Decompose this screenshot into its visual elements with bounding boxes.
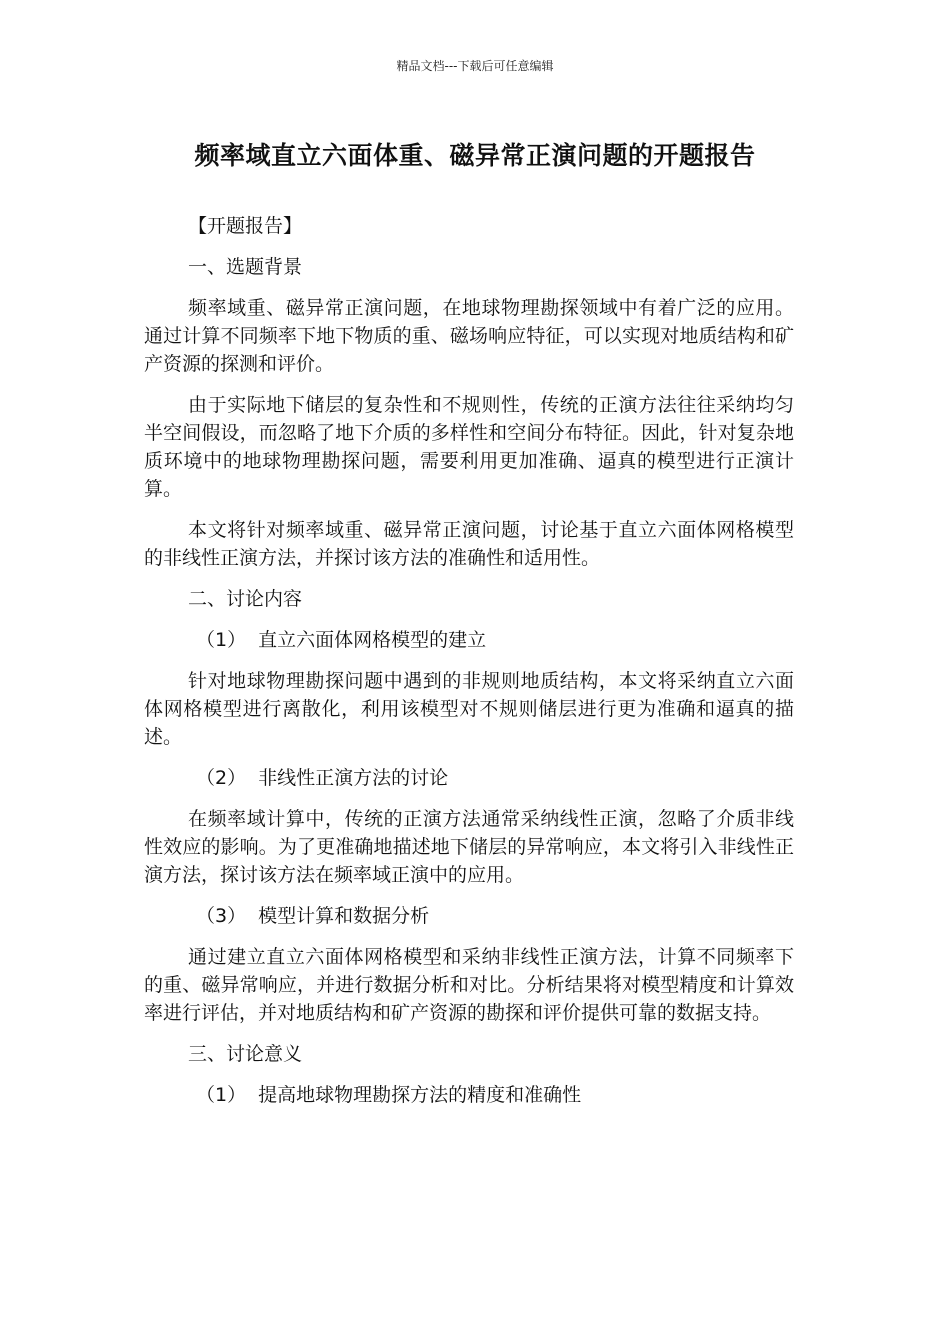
document-body <box>144 212 794 1122</box>
section-heading-content: 二、讨论内容 <box>188 588 303 610</box>
header-note: 精品文档---下载后可任意编辑 <box>396 59 554 73</box>
subsection-title: 模型计算和数据分析 <box>258 905 430 927</box>
subsection-title: 直立六面体网格模型的建立 <box>258 629 487 651</box>
paragraph: 频率域重、磁异常正演问题，在地球物理勘探领域中有着广泛的应用。通过计算不同频率下地下物质的重、磁场响应特征，可以实现对地质结构和矿产资源的探测和评价。 <box>144 297 794 375</box>
subsection-title: 提高地球物理勘探方法的精度和准确性 <box>258 1084 582 1106</box>
subsection-number: （1） <box>196 629 247 651</box>
paragraph: 针对地球物理勘探问题中遇到的非规则地质结构，本文将采纳直立六面体网格模型进行离散化，利用该模型对不规则储层进行更为准确和逼真的描述。 <box>144 670 794 748</box>
paragraph: 通过建立直立六面体网格模型和采纳非线性正演方法，计算不同频率下的重、磁异常响应，并进行数据分析和对比。分析结果将对模型精度和计算效率进行评估，并对地质结构和矿产资源的勘探和评价提供可靠的数据支持。 <box>144 946 794 1024</box>
document-title: 频率域直立六面体重、磁异常正演问题的开题报告 <box>194 141 756 170</box>
subsection-number: （3） <box>196 905 247 927</box>
section-heading-significance: 三、讨论意义 <box>188 1043 303 1065</box>
subsection-heading <box>144 1081 794 1109</box>
subsection-number: （2） <box>196 767 247 789</box>
section-heading-background: 一、选题背景 <box>188 256 303 278</box>
paragraph: 本文将针对频率域重、磁异常正演问题，讨论基于直立六面体网格模型的非线性正演方法，并探讨该方法的准确性和适用性。 <box>144 519 794 569</box>
section-label: 【开题报告】 <box>188 215 303 237</box>
paragraph: 在频率域计算中，传统的正演方法通常采纳线性正演，忽略了介质非线性效应的影响。为了更准确地描述地下储层的异常响应，本文将引入非线性正演方法，探讨该方法在频率域正演中的应用。 <box>144 808 794 886</box>
subsection-heading <box>144 764 794 792</box>
subsection-heading <box>144 902 794 930</box>
subsection-number: （1） <box>196 1084 247 1106</box>
subsection-title: 非线性正演方法的讨论 <box>258 767 449 789</box>
subsection-heading <box>144 626 794 654</box>
paragraph: 由于实际地下储层的复杂性和不规则性，传统的正演方法往往采纳均匀半空间假设，而忽略了地下介质的多样性和空间分布特征。因此，针对复杂地质环境中的地球物理勘探问题，需要利用更加准确、逼真的模型进行正演计算。 <box>144 394 794 500</box>
